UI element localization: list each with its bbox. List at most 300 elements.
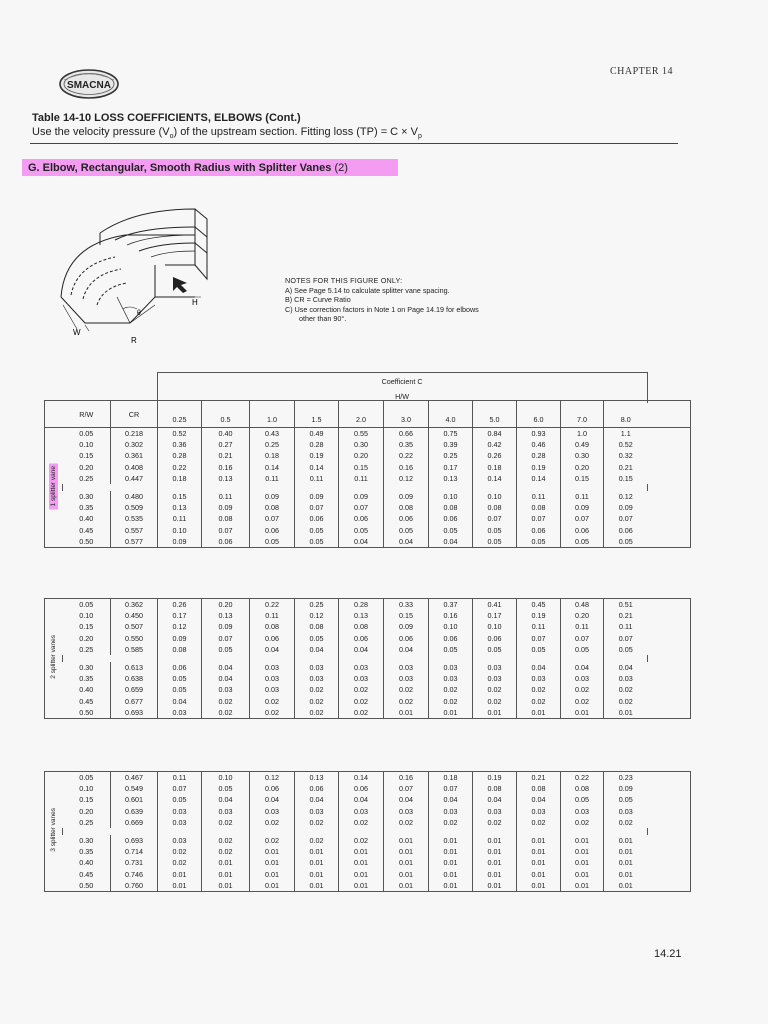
table-cell: 0.02 bbox=[158, 846, 202, 857]
table-cell: 0.12 bbox=[250, 772, 295, 784]
table-cell: 0.01 bbox=[384, 835, 429, 846]
hw-value-header: 0.25 bbox=[158, 401, 202, 428]
table-row bbox=[45, 473, 691, 484]
table-cell: 0.05 bbox=[604, 644, 648, 655]
table-cell: 0.05 bbox=[202, 644, 250, 655]
table-cell: 0.26 bbox=[158, 599, 202, 611]
hw-value-header: 0.5 bbox=[202, 401, 250, 428]
coefficient-table-header bbox=[44, 372, 673, 403]
table-cell: 0.05 bbox=[561, 536, 604, 548]
table-cell: 0.04 bbox=[202, 673, 250, 684]
table-cell: 0.09 bbox=[604, 783, 648, 794]
table-cell: 0.08 bbox=[429, 502, 473, 513]
hw-value-header: 3.0 bbox=[384, 401, 429, 428]
splitter-count-label: 1 splitter vane bbox=[49, 463, 58, 509]
table-cell: 0.36 bbox=[158, 439, 202, 450]
table-cell: 0.17 bbox=[429, 462, 473, 473]
table-cell: 0.05 bbox=[429, 525, 473, 536]
table-cell: 0.06 bbox=[339, 633, 384, 644]
table-cell: 0.02 bbox=[202, 846, 250, 857]
table-cell: 0.01 bbox=[429, 857, 473, 868]
table-cell: 0.30 bbox=[79, 663, 94, 673]
table-cell: 0.07 bbox=[202, 633, 250, 644]
table-cell: 0.05 bbox=[604, 794, 648, 805]
table-cell: 0.10 bbox=[473, 621, 517, 632]
table-cell: 0.12 bbox=[158, 621, 202, 632]
table-cell: 0.03 bbox=[295, 662, 339, 673]
table-cell: 0.03 bbox=[295, 806, 339, 817]
table-cell: 0.07 bbox=[561, 633, 604, 644]
table-cell: 0.07 bbox=[158, 783, 202, 794]
table-cell: 0.06 bbox=[250, 783, 295, 794]
table-cell: 0.693 bbox=[111, 835, 158, 846]
table-cell: 0.27 bbox=[202, 439, 250, 450]
table-row bbox=[45, 491, 691, 502]
table-row bbox=[45, 846, 691, 857]
hw-value-header: 5.0 bbox=[473, 401, 517, 428]
table-cell: 0.02 bbox=[250, 696, 295, 707]
table-cell: 0.01 bbox=[384, 857, 429, 868]
table-cell: 0.218 bbox=[111, 428, 158, 440]
table-cell: 0.07 bbox=[517, 633, 561, 644]
table-row bbox=[45, 633, 691, 644]
table-cell: 0.15 bbox=[79, 795, 94, 805]
table-row bbox=[45, 696, 691, 707]
table-cell: 0.507 bbox=[111, 621, 158, 632]
hw-value-header: 7.0 bbox=[561, 401, 604, 428]
table-cell: 0.13 bbox=[429, 473, 473, 484]
usage-sub-o: o bbox=[169, 133, 174, 141]
table-cell: 0.601 bbox=[111, 794, 158, 805]
table-cell: 0.03 bbox=[384, 662, 429, 673]
table-cell: 0.02 bbox=[429, 696, 473, 707]
table-cell: 0.01 bbox=[339, 846, 384, 857]
table-cell: 0.01 bbox=[384, 707, 429, 719]
figure-notes bbox=[285, 276, 479, 324]
table-cell: 0.01 bbox=[561, 835, 604, 846]
table-cell: 0.03 bbox=[429, 806, 473, 817]
table-row bbox=[45, 707, 691, 719]
table-cell: 0.01 bbox=[473, 869, 517, 880]
table-cell: 0.362 bbox=[111, 599, 158, 611]
table-cell: 0.84 bbox=[473, 428, 517, 440]
table-cell: 0.01 bbox=[295, 846, 339, 857]
table-cell: 1.0 bbox=[561, 428, 604, 440]
table-cell: 0.45 bbox=[517, 599, 561, 611]
table-cell: 0.02 bbox=[250, 707, 295, 719]
hw-value-header: 6.0 bbox=[517, 401, 561, 428]
hw-value-header: 1.5 bbox=[295, 401, 339, 428]
table-cell: 0.13 bbox=[202, 473, 250, 484]
table-cell: 0.06 bbox=[250, 633, 295, 644]
table-cell: 0.09 bbox=[561, 502, 604, 513]
table-cell: 0.08 bbox=[158, 644, 202, 655]
table-cell: 0.535 bbox=[111, 513, 158, 524]
table-cell: 0.638 bbox=[111, 673, 158, 684]
table-cell: 0.06 bbox=[517, 525, 561, 536]
table-cell: 0.07 bbox=[561, 513, 604, 524]
table-cell: 0.07 bbox=[202, 525, 250, 536]
table-row bbox=[45, 513, 691, 524]
table-cell: 0.15 bbox=[79, 451, 94, 461]
table-cell: 0.659 bbox=[111, 684, 158, 695]
table-cell: 0.01 bbox=[339, 880, 384, 892]
table-cell: 0.02 bbox=[158, 857, 202, 868]
table-cell: 0.04 bbox=[517, 662, 561, 673]
table-cell: 0.10 bbox=[79, 440, 94, 450]
table-cell: 0.03 bbox=[158, 806, 202, 817]
table-cell: 0.13 bbox=[339, 610, 384, 621]
table-cell: 0.03 bbox=[429, 673, 473, 684]
table-cell: 0.05 bbox=[79, 773, 94, 783]
table-cell: 0.714 bbox=[111, 846, 158, 857]
table-cell: 0.03 bbox=[473, 673, 517, 684]
table-cell: 0.447 bbox=[111, 473, 158, 484]
table-row bbox=[45, 502, 691, 513]
table-cell: 0.11 bbox=[158, 513, 202, 524]
table-cell: 0.22 bbox=[250, 599, 295, 611]
table-cell: 0.05 bbox=[473, 525, 517, 536]
table-cell: 0.20 bbox=[561, 462, 604, 473]
table-cell: 0.01 bbox=[473, 707, 517, 719]
table-cell: 0.03 bbox=[473, 806, 517, 817]
table-cell: 0.10 bbox=[79, 784, 94, 794]
table-cell: 0.25 bbox=[429, 450, 473, 461]
table-cell: 0.11 bbox=[517, 621, 561, 632]
table-cell: 0.577 bbox=[111, 536, 158, 548]
table-cell: 0.01 bbox=[517, 846, 561, 857]
table-cell: 0.01 bbox=[202, 869, 250, 880]
table-cell: 0.06 bbox=[339, 783, 384, 794]
table-cell: 0.04 bbox=[561, 662, 604, 673]
table-cell: 0.51 bbox=[604, 599, 648, 611]
header-divider bbox=[30, 143, 678, 144]
table-row bbox=[45, 673, 691, 684]
usage-mid: ) of the upstream section. Fitting loss (TP) = C × V bbox=[173, 126, 419, 138]
table-cell: 0.04 bbox=[339, 536, 384, 548]
table-row bbox=[45, 817, 691, 828]
table-cell: 0.35 bbox=[79, 674, 94, 684]
table-cell: 0.02 bbox=[295, 835, 339, 846]
table-cell: 0.01 bbox=[429, 869, 473, 880]
table-cell: 0.01 bbox=[384, 880, 429, 892]
table-cell: 0.01 bbox=[250, 846, 295, 857]
table-cell: 0.01 bbox=[473, 835, 517, 846]
table-cell: 0.693 bbox=[111, 707, 158, 719]
table-cell: 0.639 bbox=[111, 806, 158, 817]
table-row bbox=[45, 525, 691, 536]
table-cell: 0.03 bbox=[158, 817, 202, 828]
table-cell: 0.05 bbox=[473, 644, 517, 655]
table-cell: 0.08 bbox=[473, 502, 517, 513]
splitter-block-1 bbox=[44, 400, 673, 548]
table-cell: 0.03 bbox=[429, 662, 473, 673]
table-cell: 0.45 bbox=[79, 869, 94, 879]
table-cell: 0.01 bbox=[604, 707, 648, 719]
table-cell: 0.15 bbox=[339, 462, 384, 473]
cr-header: CR bbox=[111, 401, 158, 428]
table-cell: 0.09 bbox=[250, 491, 295, 502]
table-cell: 0.16 bbox=[384, 462, 429, 473]
table-cell: 0.08 bbox=[561, 783, 604, 794]
table-row bbox=[45, 794, 691, 805]
table-cell: 0.48 bbox=[561, 599, 604, 611]
table-cell: 0.03 bbox=[517, 806, 561, 817]
table-cell: 0.13 bbox=[202, 610, 250, 621]
table-cell: 0.20 bbox=[79, 633, 94, 643]
table-cell: 0.480 bbox=[111, 491, 158, 502]
table-cell: 0.10 bbox=[79, 611, 94, 621]
table-cell: 0.19 bbox=[517, 610, 561, 621]
table-cell: 0.25 bbox=[250, 439, 295, 450]
table-cell: 0.02 bbox=[517, 817, 561, 828]
table-cell: 0.14 bbox=[339, 772, 384, 784]
table-cell: 0.05 bbox=[384, 525, 429, 536]
table-cell: 0.01 bbox=[202, 857, 250, 868]
table-cell: 0.01 bbox=[202, 880, 250, 892]
table-cell: 0.04 bbox=[158, 696, 202, 707]
table-cell: 0.08 bbox=[473, 783, 517, 794]
coefficient-label: Coefficient C bbox=[157, 373, 647, 390]
table-cell: 0.03 bbox=[473, 662, 517, 673]
table-cell: 0.01 bbox=[561, 869, 604, 880]
table-cell: 0.02 bbox=[604, 696, 648, 707]
table-cell: 0.20 bbox=[339, 450, 384, 461]
table-cell: 0.03 bbox=[384, 673, 429, 684]
table-cell: 0.18 bbox=[473, 462, 517, 473]
table-cell: 0.07 bbox=[429, 783, 473, 794]
table-cell: 0.06 bbox=[339, 513, 384, 524]
note-item: C) Use correction factors in Note 1 on Page 14.19 for elbows bbox=[285, 304, 479, 314]
table-cell: 0.01 bbox=[429, 880, 473, 892]
table-cell: 0.549 bbox=[111, 783, 158, 794]
table-cell: 0.09 bbox=[384, 621, 429, 632]
table-row bbox=[45, 599, 691, 611]
table-cell: 0.16 bbox=[384, 772, 429, 784]
table-cell: 0.45 bbox=[79, 696, 94, 706]
note-item: other than 90°. bbox=[299, 314, 347, 324]
table-cell: 0.10 bbox=[429, 491, 473, 502]
table-cell: 0.25 bbox=[79, 473, 94, 483]
table-cell: 0.11 bbox=[158, 772, 202, 784]
table-row bbox=[45, 462, 691, 473]
table-cell: 0.02 bbox=[517, 696, 561, 707]
table-cell: 0.02 bbox=[202, 817, 250, 828]
table-cell: 0.22 bbox=[384, 450, 429, 461]
table-cell: 0.20 bbox=[561, 610, 604, 621]
table-cell: 0.361 bbox=[111, 450, 158, 461]
table-cell: 0.06 bbox=[158, 662, 202, 673]
table-cell: 0.11 bbox=[339, 473, 384, 484]
table-cell: 0.03 bbox=[250, 806, 295, 817]
table-cell: 0.585 bbox=[111, 644, 158, 655]
table-cell: 0.25 bbox=[79, 817, 94, 827]
table-cell: 0.11 bbox=[202, 491, 250, 502]
table-cell: 0.40 bbox=[79, 514, 94, 524]
section-heading bbox=[28, 162, 348, 174]
table-cell: 0.30 bbox=[79, 492, 94, 502]
table-cell: 0.12 bbox=[295, 610, 339, 621]
table-cell: 0.02 bbox=[295, 684, 339, 695]
table-cell: 0.02 bbox=[339, 835, 384, 846]
table-cell: 0.01 bbox=[429, 835, 473, 846]
table-cell: 0.04 bbox=[339, 794, 384, 805]
table-cell: 0.06 bbox=[429, 513, 473, 524]
notes-title: NOTES FOR THIS FIGURE ONLY: bbox=[285, 276, 403, 285]
table-cell: 0.17 bbox=[158, 610, 202, 621]
table-cell: 0.26 bbox=[473, 450, 517, 461]
table-cell: 0.05 bbox=[158, 684, 202, 695]
table-cell: 0.11 bbox=[561, 491, 604, 502]
table-cell: 0.01 bbox=[158, 880, 202, 892]
table-cell: 0.41 bbox=[473, 599, 517, 611]
table-cell: 0.08 bbox=[202, 513, 250, 524]
table-cell: 0.02 bbox=[202, 707, 250, 719]
table-cell: 0.01 bbox=[604, 880, 648, 892]
table-cell: 0.14 bbox=[295, 462, 339, 473]
table-cell: 0.03 bbox=[339, 673, 384, 684]
table-cell: 0.08 bbox=[517, 502, 561, 513]
table-cell: 0.03 bbox=[561, 806, 604, 817]
table-cell: 0.04 bbox=[202, 794, 250, 805]
table-cell: 0.03 bbox=[604, 806, 648, 817]
table-cell: 0.02 bbox=[473, 684, 517, 695]
table-cell: 0.03 bbox=[202, 806, 250, 817]
table-cell: 0.07 bbox=[517, 513, 561, 524]
table-cell: 0.28 bbox=[339, 599, 384, 611]
table-cell: 0.08 bbox=[250, 621, 295, 632]
table-cell: 0.05 bbox=[79, 429, 94, 439]
table-cell: 0.01 bbox=[384, 846, 429, 857]
table-cell: 0.06 bbox=[295, 513, 339, 524]
table-row bbox=[45, 783, 691, 794]
table-row bbox=[45, 644, 691, 655]
table-cell: 0.04 bbox=[295, 794, 339, 805]
table-cell: 0.450 bbox=[111, 610, 158, 621]
table-cell: 0.15 bbox=[561, 473, 604, 484]
table-row bbox=[45, 662, 691, 673]
table-cell: 0.03 bbox=[561, 673, 604, 684]
table-cell: 0.25 bbox=[79, 644, 94, 654]
table-cell: 0.07 bbox=[473, 513, 517, 524]
table-row bbox=[45, 857, 691, 868]
table-cell: 0.35 bbox=[384, 439, 429, 450]
table-cell: 0.15 bbox=[79, 622, 94, 632]
table-cell: 0.42 bbox=[473, 439, 517, 450]
table-cell: 0.01 bbox=[429, 707, 473, 719]
table-cell: 0.03 bbox=[202, 684, 250, 695]
table-cell: 0.731 bbox=[111, 857, 158, 868]
table-cell: 0.04 bbox=[473, 794, 517, 805]
table-cell: 0.05 bbox=[158, 794, 202, 805]
table-cell: 0.30 bbox=[561, 450, 604, 461]
table-cell: 0.15 bbox=[604, 473, 648, 484]
table-cell: 0.06 bbox=[604, 525, 648, 536]
table-cell: 0.19 bbox=[517, 462, 561, 473]
table-cell: 0.19 bbox=[473, 772, 517, 784]
table-cell: 0.30 bbox=[339, 439, 384, 450]
table-cell: 0.01 bbox=[295, 857, 339, 868]
table-cell: 0.19 bbox=[295, 450, 339, 461]
table-cell: 0.01 bbox=[429, 846, 473, 857]
table-cell: 0.02 bbox=[429, 684, 473, 695]
table-cell: 0.23 bbox=[604, 772, 648, 784]
table-row bbox=[45, 835, 691, 846]
splitter-count-cell bbox=[45, 772, 63, 892]
table-cell: 0.39 bbox=[429, 439, 473, 450]
table-cell: 0.20 bbox=[202, 599, 250, 611]
table-cell: 0.02 bbox=[250, 835, 295, 846]
table-cell: 0.760 bbox=[111, 880, 158, 892]
table-cell: 0.03 bbox=[250, 662, 295, 673]
table-cell: 0.28 bbox=[158, 450, 202, 461]
table-cell: 0.08 bbox=[517, 783, 561, 794]
table-row bbox=[45, 450, 691, 461]
table-cell: 0.509 bbox=[111, 502, 158, 513]
table-cell: 0.32 bbox=[604, 450, 648, 461]
table-cell: 0.08 bbox=[339, 621, 384, 632]
table-cell: 0.11 bbox=[250, 610, 295, 621]
table-cell: 0.02 bbox=[295, 707, 339, 719]
table-cell: 0.06 bbox=[561, 525, 604, 536]
hw-value-header: 4.0 bbox=[429, 401, 473, 428]
table-cell: 0.21 bbox=[517, 772, 561, 784]
table-cell: 0.01 bbox=[339, 869, 384, 880]
figure-label-theta: θ bbox=[137, 310, 141, 317]
table-cell: 0.07 bbox=[339, 502, 384, 513]
table-cell: 0.02 bbox=[604, 817, 648, 828]
table-cell: 0.11 bbox=[250, 473, 295, 484]
table-row bbox=[45, 621, 691, 632]
table-cell: 0.03 bbox=[250, 684, 295, 695]
splitter-count-label: 3 splitter vanes bbox=[50, 808, 57, 852]
table-cell: 0.04 bbox=[604, 662, 648, 673]
table-cell: 0.03 bbox=[517, 673, 561, 684]
table-cell: 0.02 bbox=[339, 696, 384, 707]
table-row bbox=[45, 869, 691, 880]
table-cell: 0.677 bbox=[111, 696, 158, 707]
table-cell: 0.40 bbox=[79, 685, 94, 695]
table-cell: 0.01 bbox=[517, 707, 561, 719]
table-cell: 0.33 bbox=[384, 599, 429, 611]
table-cell: 0.03 bbox=[604, 673, 648, 684]
table-cell: 1.1 bbox=[604, 428, 648, 440]
chapter-label: CHAPTER 14 bbox=[610, 66, 674, 77]
table-cell: 0.01 bbox=[604, 846, 648, 857]
table-cell: 0.15 bbox=[384, 610, 429, 621]
elbow-splitter-vanes-figure bbox=[55, 205, 270, 347]
table-cell: 0.04 bbox=[250, 644, 295, 655]
table-cell: 0.02 bbox=[202, 835, 250, 846]
table-cell: 0.05 bbox=[202, 783, 250, 794]
rw-header: R/W bbox=[79, 409, 94, 419]
table-row bbox=[45, 880, 691, 892]
table-cell: 0.11 bbox=[517, 491, 561, 502]
table-cell: 0.21 bbox=[202, 450, 250, 461]
table-cell: 0.03 bbox=[339, 662, 384, 673]
table-cell: 0.467 bbox=[111, 772, 158, 784]
figure-label-w: W bbox=[73, 328, 81, 337]
table-cell: 0.08 bbox=[384, 502, 429, 513]
table-row bbox=[45, 610, 691, 621]
table-cell: 0.43 bbox=[250, 428, 295, 440]
table-cell: 0.05 bbox=[339, 525, 384, 536]
table-cell: 0.04 bbox=[384, 536, 429, 548]
table-cell: 0.40 bbox=[79, 858, 94, 868]
table-cell: 0.50 bbox=[79, 880, 94, 890]
table-cell: 0.05 bbox=[295, 536, 339, 548]
table-cell: 0.12 bbox=[604, 491, 648, 502]
